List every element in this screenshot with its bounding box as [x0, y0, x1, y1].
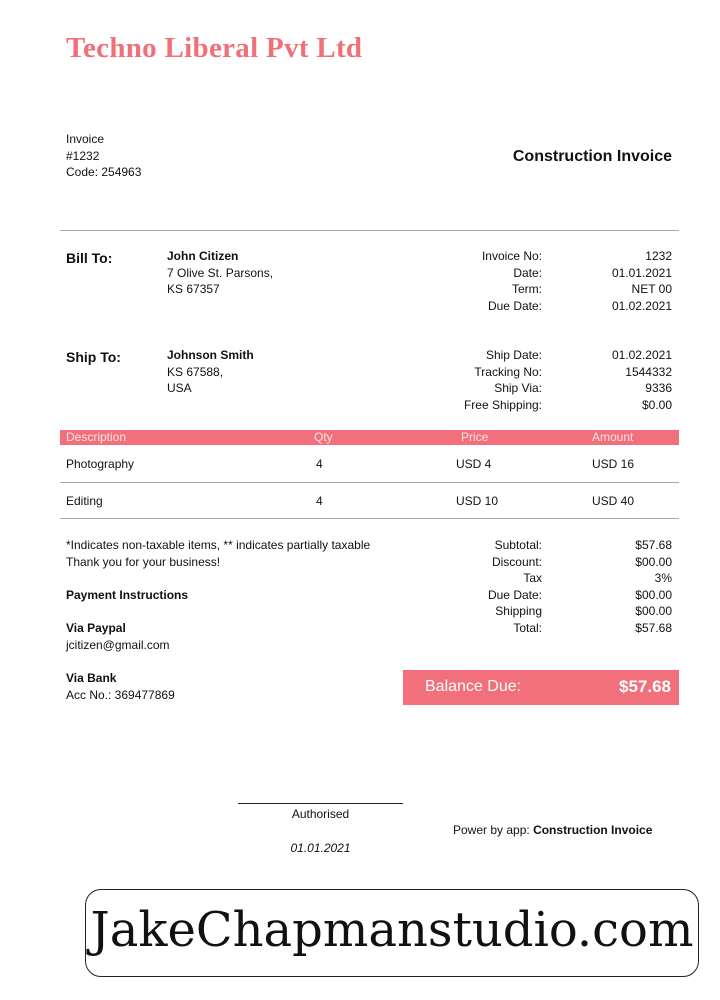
term-key: Term:	[512, 282, 542, 296]
free-shipping-value: $0.00	[641, 397, 672, 412]
subtotal-value: $57.68	[635, 538, 672, 552]
balance-due-label: Balance Due:	[425, 678, 522, 695]
tax-value: 3%	[654, 571, 672, 585]
notes	[66, 537, 370, 570]
row2-qty: 4	[316, 494, 323, 508]
bill-to-label: Bill To:	[66, 250, 113, 266]
due-date-key: Due Date:	[487, 298, 542, 313]
invoice-no-key: Invoice No:	[481, 249, 542, 263]
payment-instructions-title: Payment Instructions	[66, 588, 189, 602]
ship-date-value: 01.02.2021	[611, 348, 672, 362]
bank-block	[66, 670, 175, 703]
totals-due-date-key: Due Date:	[487, 587, 542, 602]
meta-line-2: #1232	[66, 148, 100, 163]
paypal-label: Via Paypal	[66, 621, 126, 635]
ship-to-addr2: USA	[167, 381, 192, 395]
total-value: $57.68	[635, 620, 672, 635]
bill-to-address	[167, 248, 273, 298]
paypal-email: jcitizen@gmail.com	[66, 637, 170, 652]
date-value: 01.01.2021	[611, 265, 672, 280]
balance-due-box	[403, 670, 679, 705]
table-bottom-divider	[60, 518, 679, 519]
ship-date-key: Ship Date:	[485, 348, 542, 362]
notes-line-2: Thank you for your business!	[66, 554, 221, 569]
shipping-key: Shipping	[495, 604, 542, 618]
total-key: Total:	[513, 620, 542, 635]
row-divider	[60, 482, 679, 483]
invoice-info-values	[612, 248, 672, 314]
meta-line-3: Code: 254963	[66, 165, 142, 179]
totals-due-date-value: $00.00	[635, 587, 672, 602]
date-key: Date:	[513, 265, 542, 280]
bill-to-name: John Citizen	[167, 249, 239, 263]
row1-price: USD 4	[456, 457, 492, 471]
powered-by	[453, 822, 652, 839]
due-date-value: 01.02.2021	[611, 298, 672, 313]
subtotal-key: Subtotal:	[494, 538, 542, 552]
header-divider	[60, 230, 679, 231]
row1-description: Photography	[66, 457, 135, 471]
document-title: Construction Invoice	[512, 148, 672, 165]
watermark-text: JakeChapmanstudio.com	[90, 902, 694, 958]
col-price: Price	[461, 430, 489, 444]
bank-account: Acc No.: 369477869	[66, 687, 175, 702]
invoice-no-value: 1232	[645, 249, 672, 263]
discount-value: $00.00	[635, 554, 672, 569]
invoice-info-keys	[482, 248, 542, 314]
term-value: NET 00	[631, 282, 672, 296]
row2-amount: USD 40	[592, 494, 635, 508]
bill-to-addr1: 7 Olive St. Parsons,	[167, 265, 274, 280]
col-description: Description	[66, 430, 127, 444]
tax-key: Tax	[523, 571, 542, 585]
ship-to-addr1: KS 67588,	[167, 364, 224, 379]
ship-to-name: Johnson Smith	[167, 348, 254, 362]
notes-line-1: *Indicates non-taxable items, ** indicates partially taxable	[66, 538, 371, 552]
row1-qty: 4	[316, 457, 323, 471]
ship-info-keys	[464, 347, 542, 413]
ship-via-value: 9336	[645, 381, 672, 395]
items-table-header	[60, 430, 679, 445]
ship-to-label: Ship To:	[66, 349, 121, 365]
bank-label: Via Bank	[66, 671, 117, 685]
balance-due-value: $57.68	[619, 677, 671, 696]
totals-keys	[488, 537, 542, 636]
powered-by-prefix: Power by app:	[453, 823, 530, 837]
col-qty: Qty	[314, 430, 333, 444]
ship-info-values	[612, 347, 672, 413]
signature-line	[238, 803, 403, 804]
shipping-value: $00.00	[635, 604, 672, 618]
free-shipping-key: Free Shipping:	[463, 397, 542, 412]
powered-by-app: Construction Invoice	[533, 823, 653, 837]
tracking-no-key: Tracking No:	[474, 364, 542, 379]
meta-line-1: Invoice	[66, 132, 105, 146]
ship-to-address	[167, 347, 254, 397]
ship-via-key: Ship Via:	[494, 381, 542, 395]
bill-to-addr2: KS 67357	[167, 282, 220, 296]
invoice-meta	[66, 131, 141, 181]
paypal-block	[66, 620, 170, 653]
col-amount: Amount	[592, 430, 634, 444]
row2-description: Editing	[66, 494, 103, 508]
signature-date: 01.01.2021	[290, 841, 351, 855]
watermark-banner	[85, 889, 699, 977]
discount-key: Discount:	[491, 554, 542, 569]
row1-amount: USD 16	[592, 457, 635, 471]
tracking-no-value: 1544332	[625, 364, 672, 379]
totals-values	[635, 537, 672, 636]
row2-price: USD 10	[456, 494, 499, 508]
authorised-label: Authorised	[291, 807, 350, 821]
company-name: Techno Liberal Pvt Ltd	[66, 32, 363, 64]
